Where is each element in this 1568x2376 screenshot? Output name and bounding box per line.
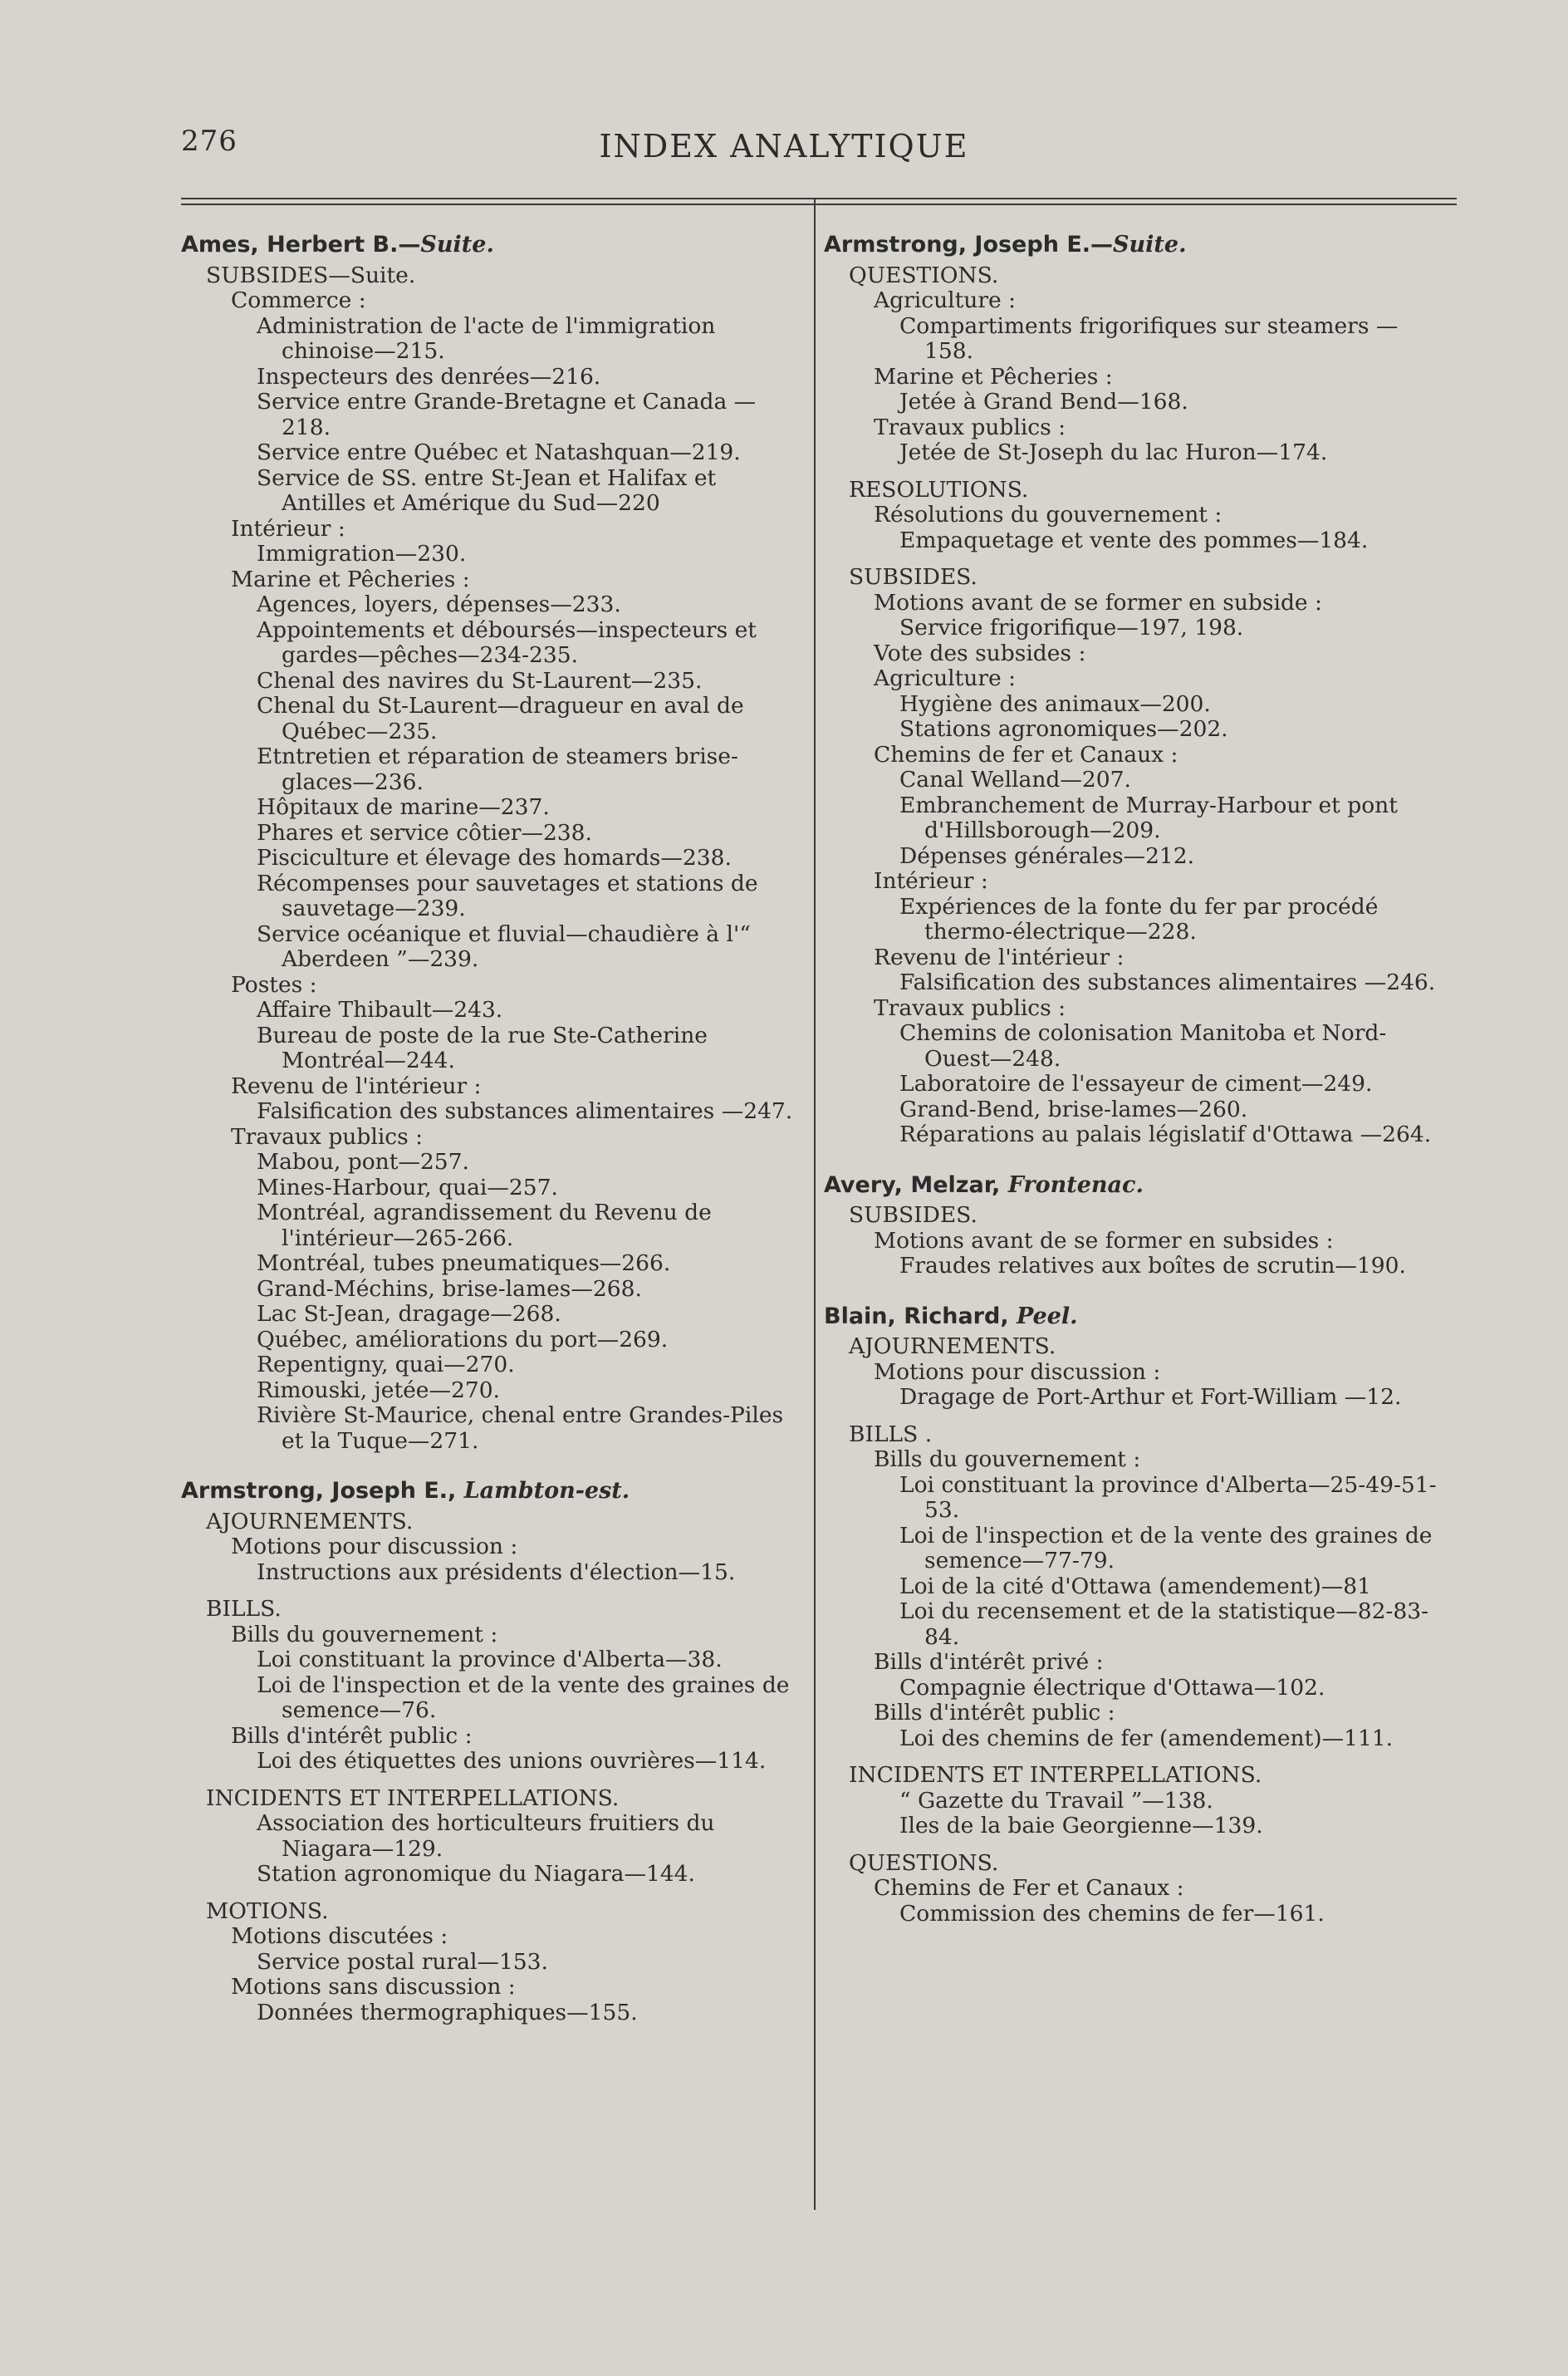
index-entry: Empaquetage et vente des pommes—184. [899,527,1369,553]
index-entry: Compartiments frigorifiques sur steamers —158. [899,312,1399,364]
subsection-heading: Chemins de Fer et Canaux : [874,1875,1184,1901]
heading-riding: Suite. [420,232,494,258]
index-entry: Bureau de poste de la rue Ste-Catherine Montréal—244. [257,1022,708,1073]
section-heading: BILLS . [849,1421,933,1447]
index-heading [824,1173,1447,1199]
subsection-heading: Agriculture : [874,665,1017,691]
section-heading: RESOLUTIONS. [849,476,1029,503]
index-entry: Loi de l'inspection et de la vente des graines de semence—76. [257,1672,790,1723]
subsection-heading: Motions sans discussion : [231,1974,516,2000]
subsection-heading: Revenu de l'intérieur : [874,944,1125,970]
index-entry: Expériences de la fonte du fer par procédé thermo-électrique—228. [899,893,1379,945]
index-entry: Loi de la cité d'Ottawa (amendement)—81 [899,1573,1372,1599]
subsection-heading: Vote des subsides : [874,640,1086,666]
index-entry: Montréal, agrandissement du Revenu de l'intérieur—265-266. [257,1200,712,1251]
header-rule-top [181,198,1457,199]
subsection-heading: Travaux publics : [874,414,1066,440]
index-entry: Falsification des substances alimentaires —246. [899,970,1436,995]
index-entry: Rimouski, jetée—270. [257,1377,500,1403]
index-entry: Compagnie électrique d'Ottawa—102. [899,1674,1325,1701]
section-heading: INCIDENTS ET INTERPELLATIONS. [206,1784,620,1811]
section-heading: MOTIONS. [206,1897,329,1924]
subsection-heading: Résolutions du gouvernement : [874,502,1223,528]
heading-riding: Suite. [1113,232,1187,258]
page-title: INDEX ANALYTIQUE [599,128,969,164]
index-column-left [181,233,804,2025]
index-entry: Appointements et déboursés—inspecteurs et gardes—pêches—234-235. [257,616,757,668]
index-entry: Instructions aux présidents d'élection—15. [257,1559,736,1585]
index-entry: Service entre Québec et Natashquan—219. [257,439,741,465]
index-entry: Grand-Bend, brise-lames—260. [899,1096,1248,1122]
index-entry: Service de SS. entre St-Jean et Halifax et Antilles et Amérique du Sud—220 [257,464,717,516]
index-entry: Chenal du St-Laurent—dragueur en aval de Québec—235. [257,693,744,744]
section-heading: AJOURNEMENTS. [206,1508,414,1534]
heading-riding: Peel. [1016,1303,1078,1329]
index-entry: Chenal des navires du St-Laurent—235. [257,667,703,694]
index-entry: Lac St-Jean, dragage—268. [257,1301,561,1327]
index-entry: Administration de l'acte de l'immigration chinoise—215. [257,312,716,364]
heading-name: Armstrong, Joseph E., [181,1478,464,1504]
index-entry: Mines-Harbour, quai—257. [257,1174,558,1200]
index-entry: Phares et service côtier—238. [257,819,592,846]
subsection-heading: Motions avant de se former en subside : [874,589,1322,616]
index-entry: Récompenses pour sauvetages et stations de sauvetage—239. [257,870,758,921]
index-entry: Loi constituant la province d'Alberta—38. [257,1647,723,1672]
index-entry: Loi du recensement et de la statistique—82-83-84. [899,1598,1429,1650]
index-entry: Loi constituant la province d'Alberta—25-49-51-53. [899,1471,1437,1523]
subsection-heading: Marine et Pêcheries : [231,566,470,592]
section-heading: SUBSIDES. [849,564,978,590]
subsection-heading: Postes : [231,971,317,998]
heading-riding: Frontenac. [1007,1171,1144,1198]
index-entry: Falsification des substances alimentaires —247. [257,1098,793,1124]
index-entry: Chemins de colonisation Manitoba et Nord-Ouest—248. [899,1020,1387,1072]
subsection-heading: Agriculture : [874,287,1017,313]
section-heading: AJOURNEMENTS. [849,1333,1056,1359]
subsection-heading: Travaux publics : [874,994,1066,1021]
index-heading [181,233,804,258]
index-entry: Affaire Thibault—243. [257,997,503,1023]
section-heading: QUESTIONS. [849,262,999,288]
index-entry: Données thermographiques—155. [257,1999,638,2025]
index-entry: Loi des étiquettes des unions ouvrières—114. [257,1748,767,1774]
heading-name: Armstrong, Joseph E.— [824,232,1114,258]
index-entry: Iles de la baie Georgienne—139. [899,1813,1263,1838]
subsection-heading: Bills du gouvernement : [874,1446,1141,1472]
subsection-heading: Commerce : [231,287,366,313]
index-entry: Service entre Grande-Bretagne et Canada —218. [257,389,757,440]
index-entry: Agences, loyers, dépenses—233. [257,592,621,617]
index-entry: Loi des chemins de fer (amendement)—111. [899,1725,1394,1751]
index-heading [824,233,1447,258]
index-entry: Hygiène des animaux—200. [899,690,1211,717]
index-entry: Service frigorifique—197, 198. [899,615,1244,641]
subsection-heading: Travaux publics : [231,1123,424,1150]
subsection-heading: Motions pour discussion : [231,1534,518,1559]
index-entry: Dépenses générales—212. [899,842,1195,869]
subsection-heading: Chemins de fer et Canaux : [874,741,1178,768]
heading-riding: Lambton-est. [463,1478,630,1504]
column-divider [814,199,816,2210]
index-heading [181,1479,804,1505]
heading-name: Ames, Herbert B.— [181,232,421,258]
subsection-heading: Motions avant de se former en subsides : [874,1227,1334,1254]
subsection-heading: Bills d'intérêt public : [874,1700,1115,1726]
index-entry: Service océanique et fluvial—chaudière à l'“ Aberdeen ”—239. [257,920,751,972]
index-entry: Laboratoire de l'essayeur de ciment—249. [899,1071,1373,1097]
heading-name: Blain, Richard, [824,1303,1017,1329]
subsection-heading: Bills d'intérêt public : [231,1722,473,1749]
index-entry: Association des horticulteurs fruitiers du Niagara—129. [257,1810,715,1862]
index-entry: Embranchement de Murray-Harbour et pont d'Hillsborough—209. [899,792,1398,843]
subsection-heading: Intérieur : [874,868,988,894]
index-entry: Service postal rural—153. [257,1948,548,1975]
section-heading: QUESTIONS. [849,1849,999,1876]
section-heading: INCIDENTS ET INTERPELLATIONS. [849,1762,1262,1788]
subsection-heading: Revenu de l'intérieur : [231,1073,482,1099]
index-entry: Hôpitaux de marine—237. [257,794,550,820]
header-rule-bottom [181,204,1457,205]
index-entry: Dragage de Port-Arthur et Fort-William —12. [899,1384,1402,1410]
index-column-right [824,233,1447,1927]
section-heading: SUBSIDES—Suite. [206,262,416,288]
heading-name: Avery, Melzar, [824,1171,1008,1198]
index-entry: Fraudes relatives aux boîtes de scrutin—190. [899,1253,1406,1279]
index-entry: Montréal, tubes pneumatiques—266. [257,1250,671,1276]
index-entry: Station agronomique du Niagara—144. [257,1861,695,1887]
index-entry: Commission des chemins de fer—161. [899,1900,1325,1927]
index-entry: Jetée à Grand Bend—168. [899,389,1188,415]
subsection-heading: Bills du gouvernement : [231,1621,498,1647]
subsection-heading: Motions pour discussion : [874,1358,1161,1385]
index-entry: Pisciculture et élevage des homards—238. [257,845,732,871]
index-entry: Canal Welland—207. [899,767,1131,793]
index-entry: Grand-Méchins, brise-lames—268. [257,1275,642,1302]
subsection-heading: Intérieur : [231,515,345,542]
index-entry: Immigration—230. [257,541,467,567]
index-entry: Réparations au palais législatif d'Ottawa —264. [899,1122,1432,1147]
index-entry: Etntretien et réparation de steamers brise-glaces—236. [257,744,738,795]
index-entry: Québec, améliorations du port—269. [257,1326,669,1352]
subsection-heading: Motions discutées : [231,1923,448,1949]
section-heading: BILLS. [206,1596,282,1622]
subsection-heading: Bills d'intérêt privé : [874,1649,1104,1675]
section-heading: SUBSIDES. [849,1202,978,1228]
index-entry: Mabou, pont—257. [257,1149,469,1175]
index-entry: Rivière St-Maurice, chenal entre Grandes-Piles et la Tuque—271. [257,1402,784,1454]
index-entry: Jetée de St-Joseph du lac Huron—174. [899,439,1328,465]
page-number: 276 [181,125,238,158]
index-entry: “ Gazette du Travail ”—138. [899,1787,1213,1814]
index-entry: Inspecteurs des denrées—216. [257,363,601,390]
index-entry: Stations agronomiques—202. [899,716,1228,742]
index-entry: Loi de l'inspection et de la vente des graines de semence—77-79. [899,1522,1433,1573]
subsection-heading: Marine et Pêcheries : [874,363,1113,390]
index-heading [824,1304,1447,1330]
index-entry: Repentigny, quai—270. [257,1352,515,1377]
